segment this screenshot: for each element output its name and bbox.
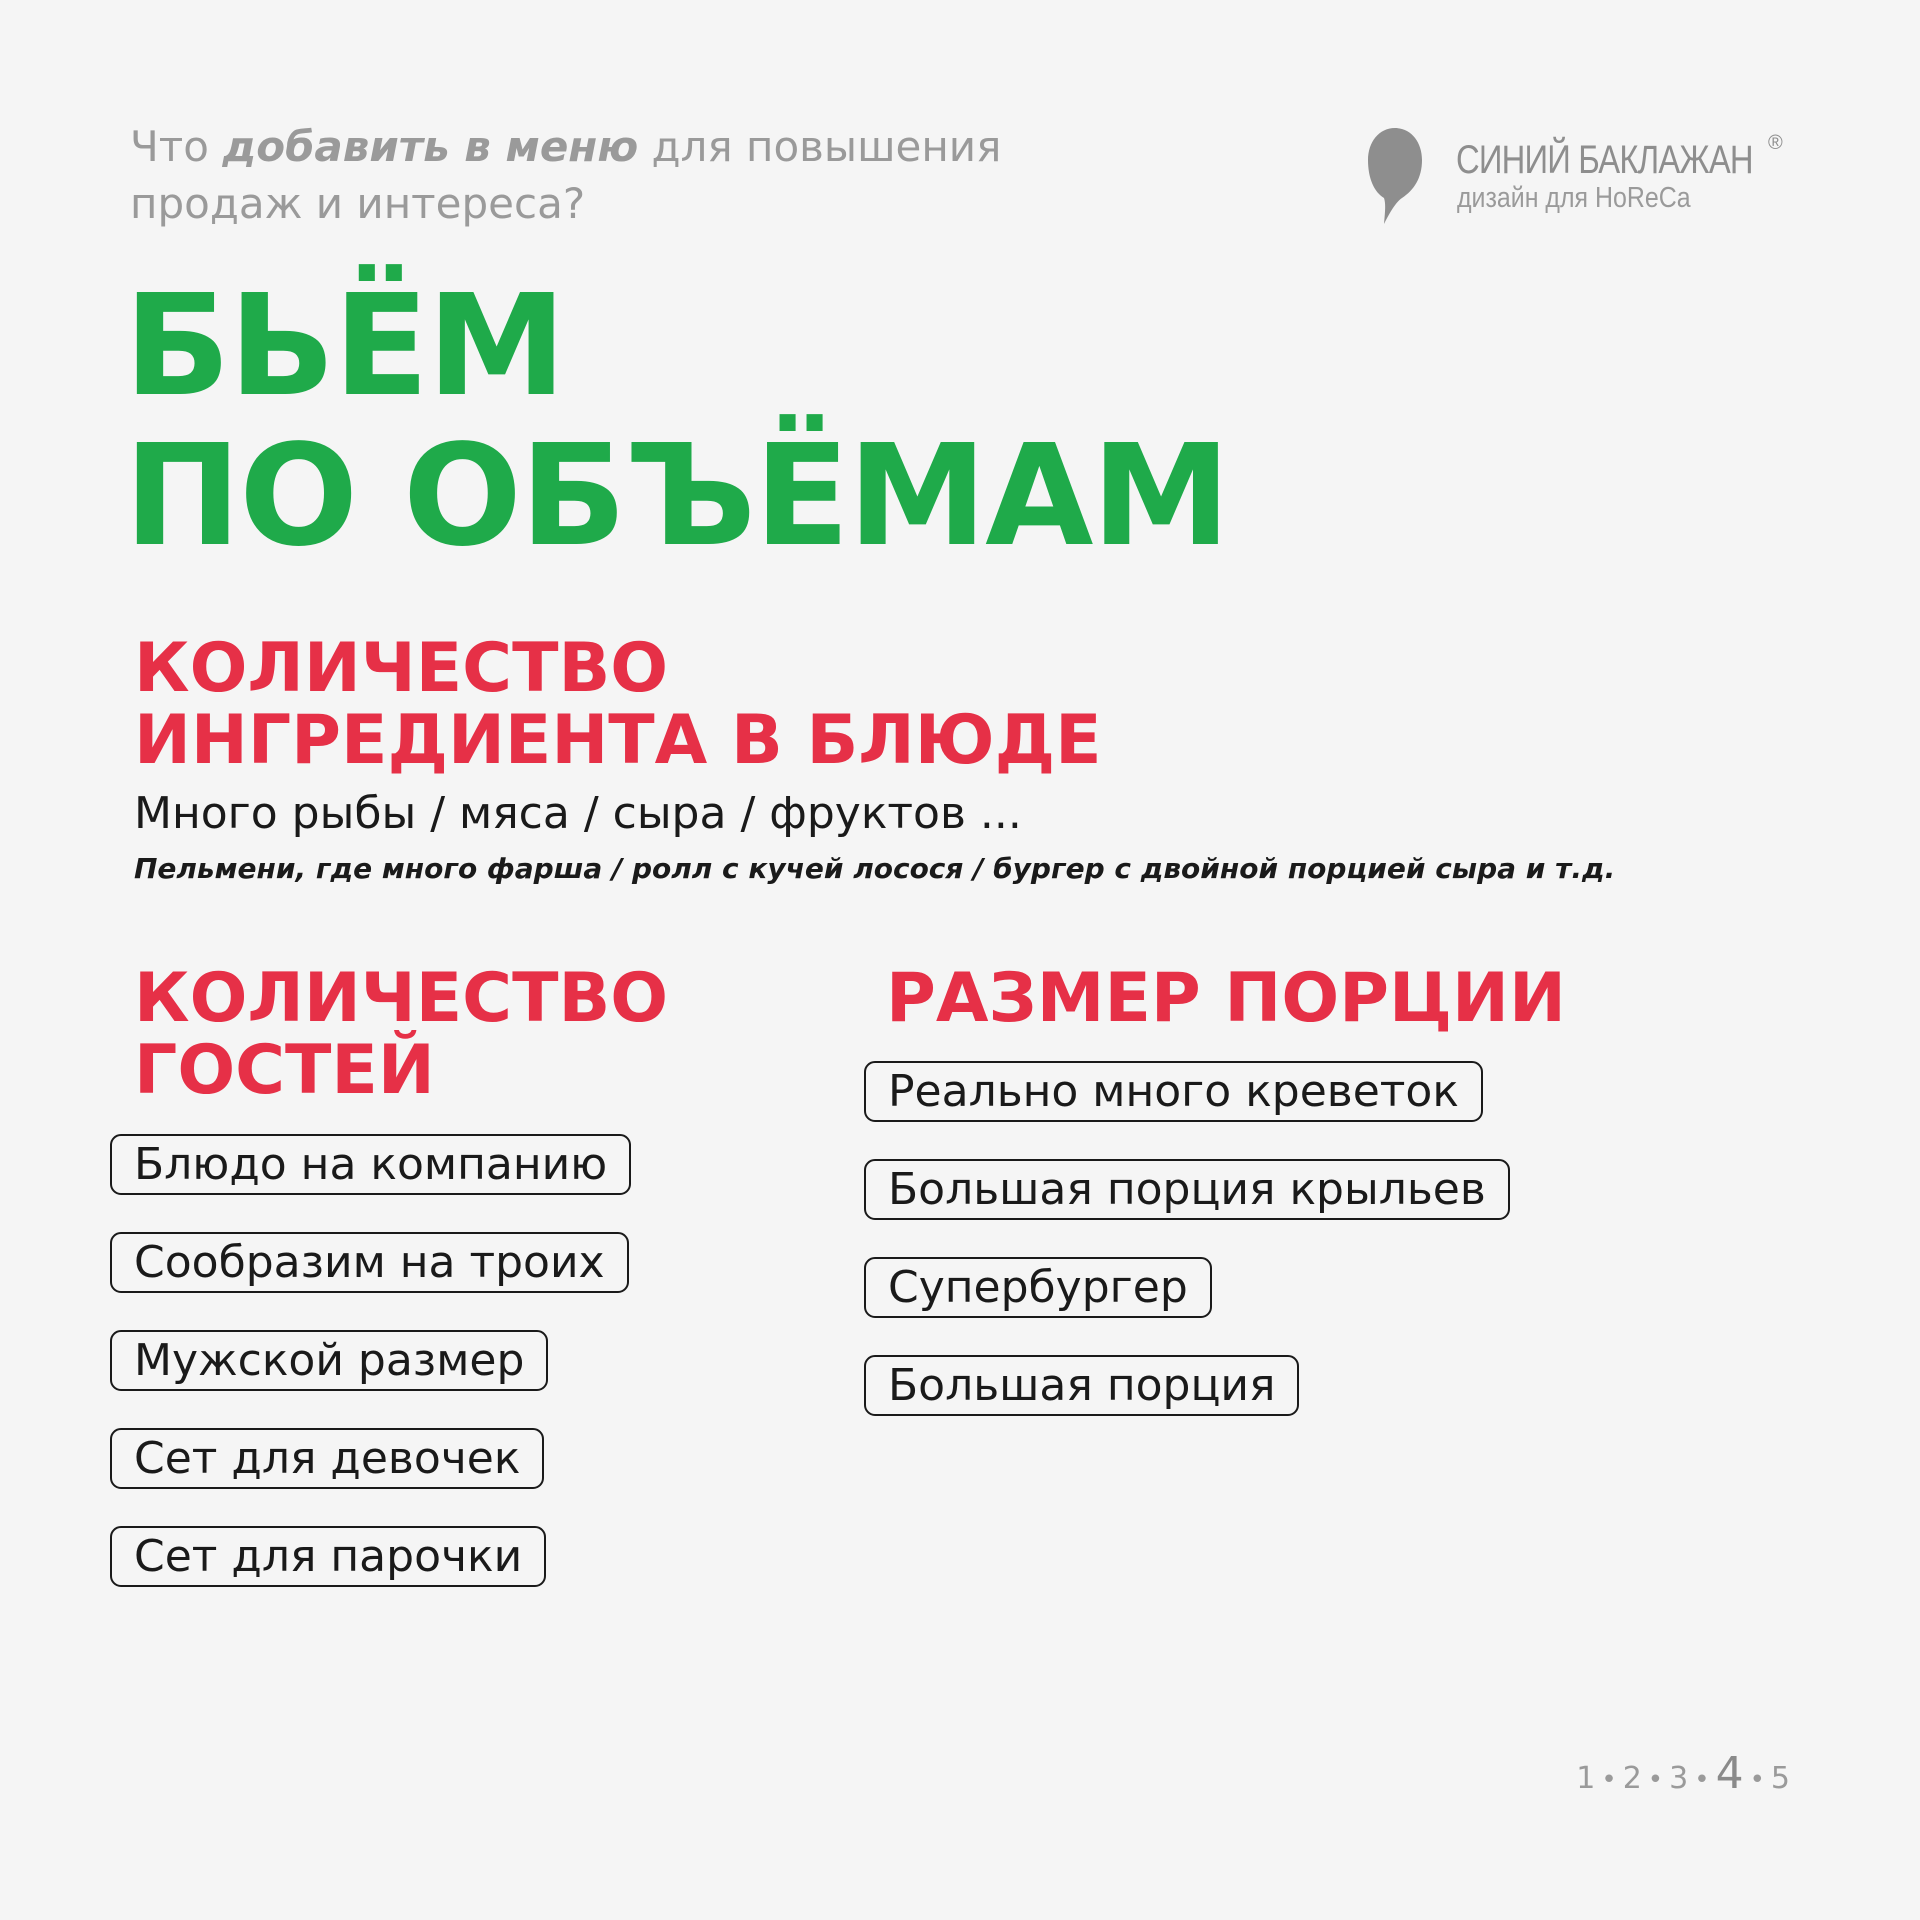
headline-line-1: БЬЁМ [124, 265, 565, 428]
brand-tagline: дизайн для HoReCa [1457, 182, 1691, 214]
ingredient-main-text: Много рыбы / мяса / сыра / фруктов ... [134, 788, 1022, 839]
portion-chip: Большая порция [864, 1355, 1299, 1416]
portion-chip: Реально много креветок [864, 1061, 1483, 1122]
guests-chip: Сет для девочек [110, 1428, 544, 1489]
page-indicator [1576, 1748, 1790, 1799]
page-number-current: 4 [1715, 1748, 1744, 1799]
section-title-guests [134, 959, 669, 1110]
section-title-ingredient [134, 629, 1102, 780]
guests-chip-list [110, 1134, 631, 1624]
guests-chip: Сет для парочки [110, 1526, 546, 1587]
brand-name: СИНИЙ БАКЛАЖАН [1456, 138, 1753, 182]
headline-line-2: ПО ОБЪЁМАМ [124, 415, 1229, 578]
page-number-2: 2 [1622, 1761, 1642, 1796]
section-title-ingredient-line-1: КОЛИЧЕСТВО [134, 629, 669, 708]
page-number-5: 5 [1770, 1761, 1790, 1796]
guests-chip: Мужской размер [110, 1330, 548, 1391]
registered-mark: ® [1768, 132, 1783, 154]
ingredient-example-text: Пельмени, где много фарша / ролл с кучей лосося / бургер с двойной порцией сыра и т.д. [134, 852, 1616, 885]
page-separator: • [1749, 1765, 1765, 1795]
page-separator: • [1694, 1765, 1710, 1795]
page-number-3: 3 [1669, 1761, 1689, 1796]
page-separator: • [1647, 1765, 1664, 1795]
page-number-1: 1 [1576, 1761, 1596, 1796]
eggplant-comma-icon [1368, 126, 1422, 226]
intro-part1: Что [130, 122, 223, 171]
section-title-guests-line-1: КОЛИЧЕСТВО [134, 959, 669, 1038]
guests-chip: Сообразим на троих [110, 1232, 629, 1293]
section-title-ingredient-line-2: ИНГРЕДИЕНТА В БЛЮДЕ [134, 701, 1102, 780]
portion-chip-list [864, 1061, 1510, 1453]
intro-question [130, 118, 1130, 232]
page-separator: • [1601, 1765, 1617, 1795]
intro-part2: для повышения продаж и интереса? [130, 122, 1002, 228]
brand-logo [1368, 126, 1798, 226]
section-title-guests-line-2: ГОСТЕЙ [134, 1031, 435, 1110]
portion-chip: Большая порция крыльев [864, 1159, 1510, 1220]
portion-chip: Супербургер [864, 1257, 1212, 1318]
headline [124, 265, 1229, 578]
guests-chip: Блюдо на компанию [110, 1134, 631, 1195]
section-title-portion: РАЗМЕР ПОРЦИИ [886, 959, 1566, 1038]
intro-emphasis: добавить в меню [222, 122, 639, 171]
